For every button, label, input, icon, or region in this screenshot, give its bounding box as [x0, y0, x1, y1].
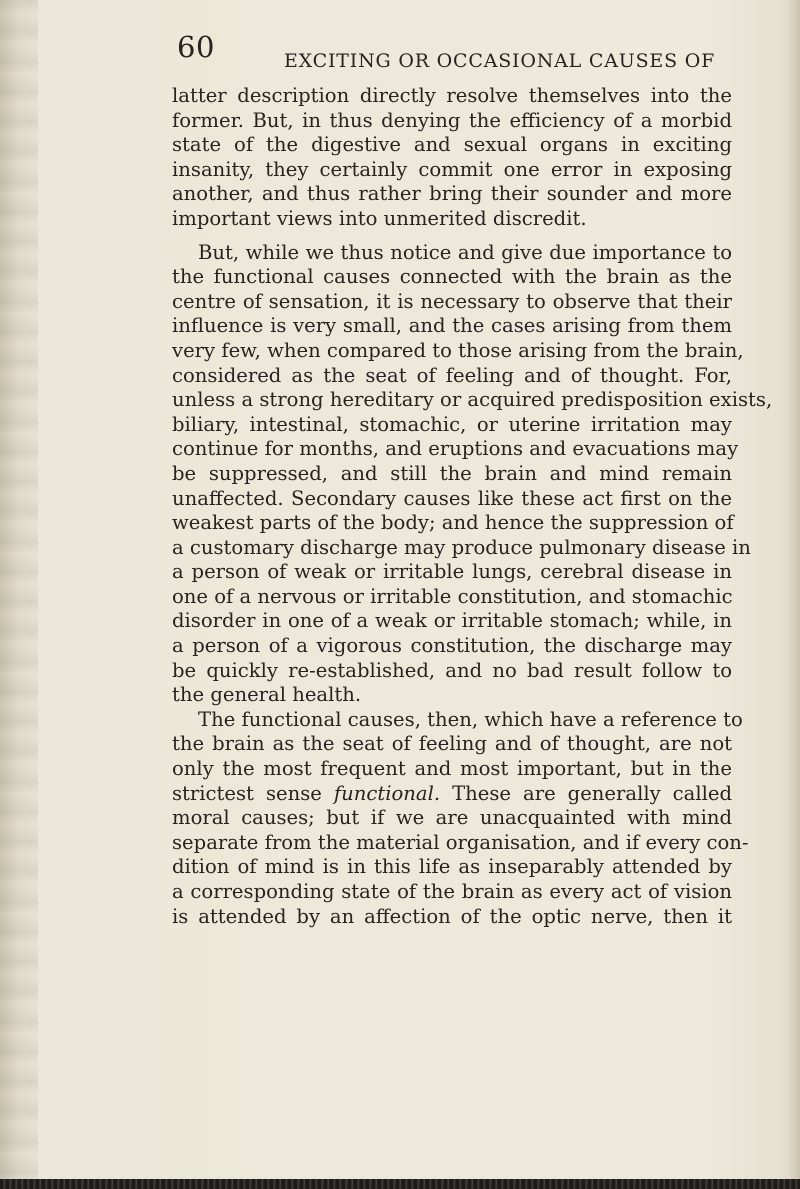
- text-line: biliary, intestinal, stomachic, or uterine irritation may: [172, 412, 732, 436]
- text-line: a person of a vigorous constitution, the discharge may: [172, 634, 732, 658]
- text-line: the general health.: [172, 683, 362, 707]
- text-line: one of a nervous or irritable constitution, and stomachic: [172, 584, 733, 608]
- text-fragment: These are generally called: [440, 781, 733, 805]
- text-line: only the most frequent and most important, but in the: [172, 757, 732, 781]
- text-line: separate from the material organisation, and if every con-: [172, 830, 749, 854]
- text-line: a person of weak or irritable lungs, cerebral disease in: [172, 560, 732, 584]
- text-line: very few, when compared to those arising from the brain,: [172, 338, 744, 362]
- text-line: unaffected. Secondary causes like these act first on the: [172, 486, 732, 510]
- body-text: [172, 84, 773, 929]
- binding-gutter: [0, 0, 38, 1189]
- scan-bottom-edge: [0, 1179, 800, 1189]
- text-line: the brain as the seat of feeling and of thought, are not: [172, 732, 732, 756]
- text-line: be quickly re-established, and no bad result follow to: [172, 658, 732, 682]
- paragraph-1: [172, 84, 732, 232]
- text-line: is attended by an affection of the optic nerve, then it: [172, 904, 732, 928]
- text-line: the functional causes connected with the brain as the: [172, 265, 732, 289]
- text-line: unless a strong hereditary or acquired predisposition exists,: [172, 388, 773, 412]
- text-line: a corresponding state of the brain as every act of vision: [172, 880, 732, 903]
- text-fragment: strictest sense: [172, 781, 334, 805]
- text-line: centre of sensation, it is necessary to observe that their: [172, 289, 732, 313]
- text-line: considered as the seat of feeling and of thought. For,: [172, 363, 732, 387]
- text-line: weakest parts of the body; and hence the suppression of: [172, 511, 734, 535]
- page-edge-shadow: [788, 0, 800, 1189]
- text-line: important views into unmerited discredit.: [172, 206, 587, 230]
- text-line: But, while we thus notice and give due importance to: [198, 240, 732, 264]
- text-line: former. But, in thus denying the efficiency of a morbid: [172, 108, 732, 132]
- text-line: latter description directly resolve themselves into the: [172, 84, 732, 107]
- italic-term: functional.: [333, 781, 441, 805]
- text-line: moral causes; but if we are unacquainted with mind: [172, 806, 732, 830]
- text-line: continue for months, and eruptions and evacuations may: [172, 437, 739, 461]
- text-line: be suppressed, and still the brain and mind remain: [172, 461, 732, 485]
- running-head: EXCITING OR OCCASIONAL CAUSES OF: [284, 50, 716, 72]
- paragraph-3: [172, 707, 749, 929]
- text-line: state of the digestive and sexual organs in exciting: [172, 133, 732, 157]
- text-line: dition of mind is in this life as inseparably attended by: [172, 855, 732, 879]
- text-line-with-italic: [172, 782, 732, 807]
- paragraph-gap: [172, 232, 732, 241]
- text-line: insanity, they certainly commit one error in exposing: [172, 157, 732, 181]
- text-line: disorder in one of a weak or irritable stomach; while, in: [172, 609, 732, 633]
- text-line: a customary discharge may produce pulmonary disease in: [172, 535, 751, 559]
- paragraph-2: [172, 240, 773, 708]
- text-line: The functional causes, then, which have a reference to: [198, 707, 743, 731]
- page-number: 60: [177, 30, 215, 64]
- text-line: another, and thus rather bring their sounder and more: [172, 182, 732, 206]
- text-line: influence is very small, and the cases arising from them: [172, 314, 732, 338]
